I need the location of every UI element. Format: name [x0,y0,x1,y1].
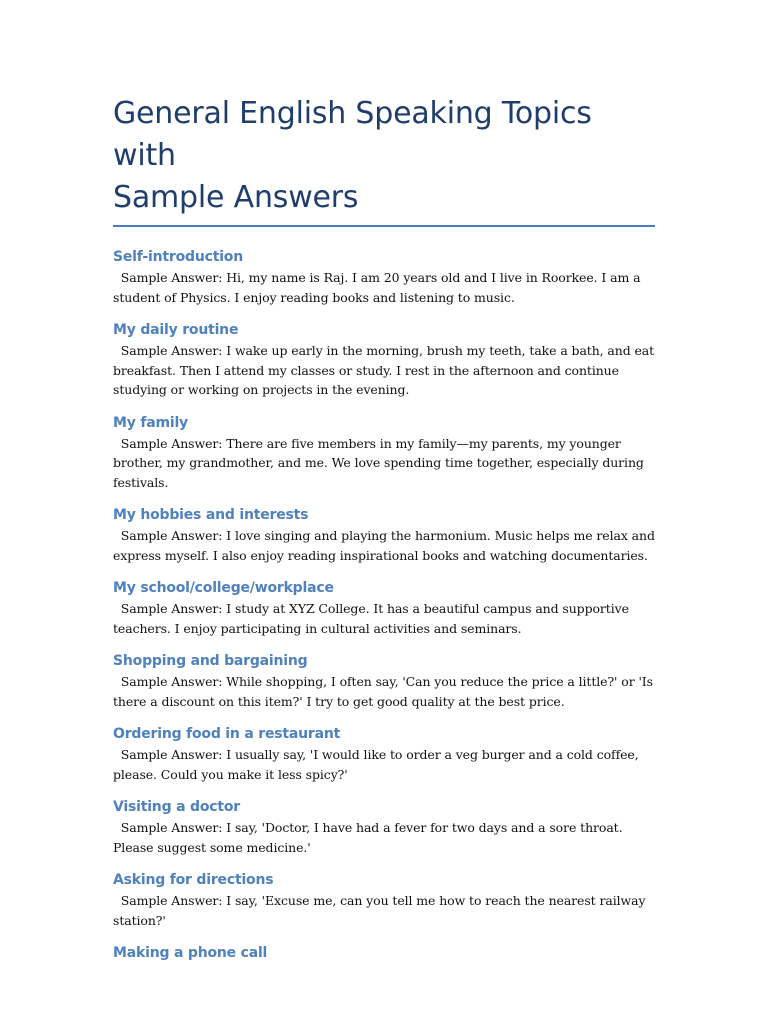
topic-section [113,651,655,711]
topic-section [113,870,655,930]
topic-heading: My family [113,414,188,431]
page-title-line-2: Sample Answers [113,180,359,215]
topic-heading: Asking for directions [113,872,274,888]
topic-answer: Sample Answer: I wake up early in the morning, brush my teeth, take a bath, and eat breakfast. Then I attend my classes or study. I rest in the afternoon and continue studying or working on projects in the evening. [113,343,658,397]
topic-heading: My school/college/workplace [113,580,334,596]
topic-heading: Making a phone call [113,945,268,961]
topic-section [113,413,655,493]
topic-section [113,578,655,638]
topic-section [113,320,658,400]
topic-heading: Shopping and bargaining [113,653,308,669]
topic-heading: My daily routine [113,322,239,338]
topic-heading: Ordering food in a restaurant [113,726,341,742]
topic-section [113,943,655,963]
topic-answer: Sample Answer: I say, 'Excuse me, can you tell me how to reach the nearest railway station?' [113,893,650,928]
topic-answer: Sample Answer: While shopping, I often say, 'Can you reduce the price a little?' or 'Is there a discount on this item?' I try to get good quality at the best price. [113,674,657,709]
page-title-line-1: General English Speaking Topics with [113,96,592,173]
title-divider [113,225,655,227]
document-page [113,93,659,976]
topic-answer: Sample Answer: I say, 'Doctor, I have had a fever for two days and a sore throat. Please suggest some medicine.' [113,820,627,855]
topic-heading: Self-introduction [113,249,243,265]
topic-section [113,724,655,784]
topic-answer: Sample Answer: I study at XYZ College. It has a beautiful campus and supportive teachers. I enjoy participating in cultural activities and seminars. [113,601,633,636]
topic-heading: Visiting a doctor [113,799,240,815]
topic-answer: Sample Answer: I usually say, 'I would like to order a veg burger and a cold coffee, please. Could you make it less spicy?' [113,747,643,782]
topic-answer: Sample Answer: There are five members in my family—my parents, my younger brother, my grandmother, and me. We love spending time together, especially during festivals. [113,435,648,490]
topic-answer: Sample Answer: Hi, my name is Raj. I am 20 years old and I live in Roorkee. I am a student of Physics. I enjoy reading books and listening to music. [113,270,645,305]
page-title [113,93,655,219]
topic-answer: Sample Answer: I love singing and playing the harmonium. Music helps me relax and express myself. I also enjoy reading inspirational books and watching documentaries. [113,528,659,563]
topic-section [113,505,659,565]
topic-section [113,247,655,307]
topic-section [113,797,655,857]
topic-heading: My hobbies and interests [113,507,309,523]
